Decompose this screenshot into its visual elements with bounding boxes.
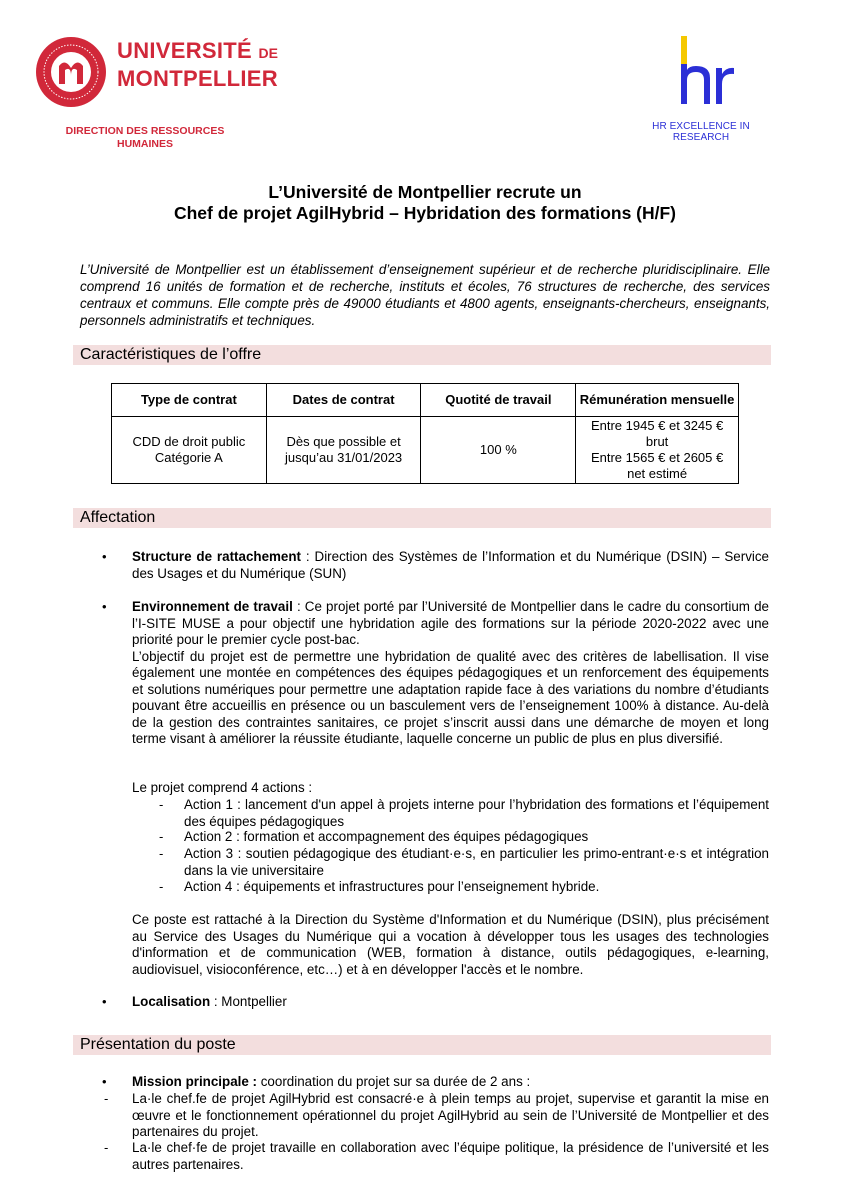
dash-icon: - bbox=[159, 797, 164, 812]
dash-icon: - bbox=[159, 829, 164, 844]
cell-salary: Entre 1945 € et 3245 € brut Entre 1565 € et 2605 € net estimé bbox=[576, 417, 739, 484]
dash-icon: - bbox=[159, 879, 164, 894]
mission-item: Mission principale : coordination du projet sur sa durée de 2 ans : bbox=[132, 1074, 531, 1089]
offer-table bbox=[111, 383, 739, 484]
dash-icon: - bbox=[104, 1140, 109, 1155]
dash-icon: - bbox=[159, 846, 164, 861]
action-item-3: Action 3 : soutien pédagogique des étudiant·e·s, en particulier les primo-entrant·e·s et intégration dans la vie universitaire bbox=[184, 846, 769, 878]
table-row bbox=[112, 417, 739, 484]
university-seal-logo bbox=[35, 36, 107, 108]
cell-contract-dates: Dès que possible et jusqu’au 31/01/2023 bbox=[266, 417, 421, 484]
poste-item-2: La·le chef·fe de projet travaille en collaboration avec l’équipe politique, la présidence de l’université et les autres partenaires. bbox=[132, 1140, 769, 1172]
poste-item-1: La·le chef.fe de projet AgilHybrid est consacré·e à plein temps au projet, supervise et garantit la mise en œuvre et le fonctionnement opérationnel du projet AgilHybrid au sein de l’Université de Montpellier et des partenaires du projet. bbox=[132, 1091, 769, 1139]
bullet-icon: • bbox=[102, 1074, 107, 1089]
header-work-quotity: Quotité de travail bbox=[421, 384, 576, 417]
university-name: UNIVERSITÉ DE MONTPELLIER bbox=[117, 38, 278, 91]
header-contract-dates: Dates de contrat bbox=[266, 384, 421, 417]
bullet-icon: • bbox=[102, 994, 107, 1009]
hr-excellence-caption: HR EXCELLENCE IN RESEARCH bbox=[652, 121, 750, 143]
location-item: Localisation : Montpellier bbox=[132, 994, 287, 1009]
section-heading-affectation: Affectation bbox=[73, 508, 771, 528]
bullet-icon: • bbox=[102, 549, 107, 564]
action-item-2: Action 2 : formation et accompagnement des équipes pédagogiques bbox=[184, 829, 589, 844]
section-heading-offer: Caractéristiques de l’offre bbox=[73, 345, 771, 365]
bullet-icon: • bbox=[102, 599, 107, 614]
department-name: DIRECTION DES RESSOURCES HUMAINES bbox=[65, 125, 225, 150]
page-title: L’Université de Montpellier recrute un Chef de projet AgilHybrid – Hybridation des formations (H/F) bbox=[173, 182, 677, 223]
action-item-1: Action 1 : lancement d'un appel à projets interne pour l’hybridation des formations et l’équipement des équipes pédagogiques bbox=[184, 797, 769, 829]
attachment-paragraph: Ce poste est rattaché à la Direction du Système d'Information et du Numérique (DSIN), plus précisément au Service des Usages du Numérique qui a vocation à développer tous les usages des technologies d'information et de communication (WEB, formation à distance, outils pédagogiques, e-learning, audiovisuel, visioconférence, etc…) et à en développer l'accès et le nombre. bbox=[132, 912, 769, 977]
section-heading-poste: Présentation du poste bbox=[73, 1035, 771, 1055]
actions-intro: Le projet comprend 4 actions : bbox=[132, 780, 313, 795]
header-contract-type: Type de contrat bbox=[112, 384, 267, 417]
intro-paragraph: L’Université de Montpellier est un établissement d’enseignement supérieur et de recherche pluridisciplinaire. Elle comprend 16 unités de formation et de recherche, instituts et écoles, 76 structures de recherche, des services centraux et communs. Elle compte près de 49000 étudiants et 4800 agents, enseignants-chercheurs, enseignants, personnels administratifs et techniques. bbox=[80, 262, 770, 328]
environment-item: Environnement de travail : Ce projet porté par l’Université de Montpellier dans le cadre du consortium de l’I-SITE MUSE a pour objectif une hybridation agile des formations sur la période 2020-2022 avec une priorité pour le premier cycle post-bac. L’objectif du projet est de permettre une hybridation de qualité avec des critères de labellisation. Il vise également une montée en compétences des équipes pédagogiques et un renforcement des équipements et solutions numériques pour permettre une adaptation rapide face à des variations du nombre d’étudiants pouvant être accueillis en présence ou un basculement vers de l’enseignement 100% à distance. Au-delà de la gestion des contraintes sanitaires, ce projet s’inscrit aussi dans une démarche de moyen et long terme visant à améliorer la réussite étudiante, laquelle concerne un public de plus en plus diversifié. bbox=[132, 599, 769, 746]
hr-excellence-logo bbox=[672, 34, 738, 108]
cell-contract-type: CDD de droit public Catégorie A bbox=[112, 417, 267, 484]
cell-work-quotity: 100 % bbox=[421, 417, 576, 484]
dash-icon: - bbox=[104, 1091, 109, 1106]
structure-item: Structure de rattachement : Direction des Systèmes de l’Information et du Numérique (DSIN) – Service des Usages et du Numérique (SUN) bbox=[132, 549, 770, 581]
table-header-row bbox=[112, 384, 739, 417]
action-item-4: Action 4 : équipements et infrastructures pour l’enseignement hybride. bbox=[184, 879, 600, 894]
header-salary: Rémunération mensuelle bbox=[576, 384, 739, 417]
